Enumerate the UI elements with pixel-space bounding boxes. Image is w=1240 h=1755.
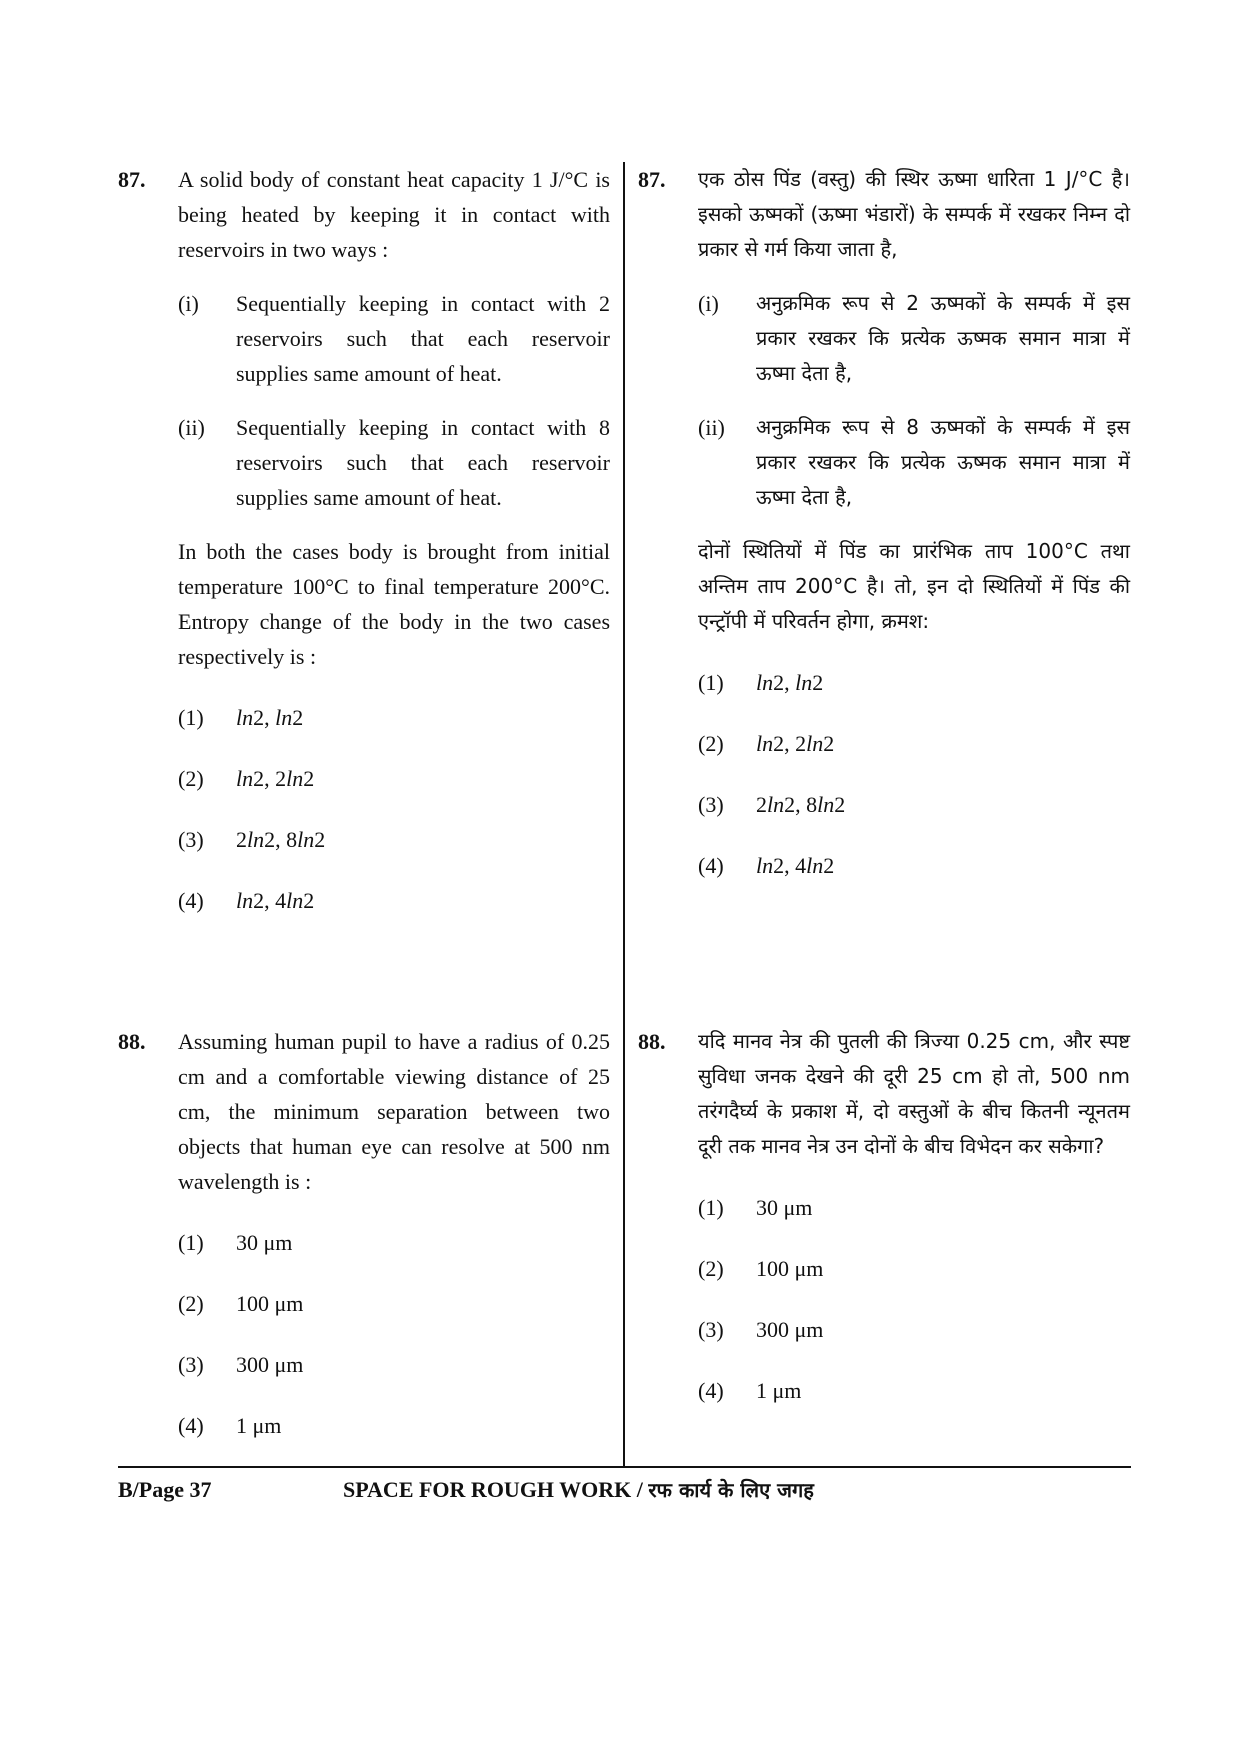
option-text: 1 μm xyxy=(756,1378,802,1403)
column-divider xyxy=(623,162,625,1467)
answer-option xyxy=(698,1312,1130,1347)
answer-option xyxy=(178,1408,610,1443)
option-tag: (2) xyxy=(698,731,724,756)
option-text: ln2, 2ln2 xyxy=(756,731,835,756)
case-tag: (i) xyxy=(698,291,719,316)
option-tag: (1) xyxy=(698,1195,724,1220)
case-item xyxy=(698,410,1130,515)
rough-work-label-en: SPACE FOR ROUGH WORK / xyxy=(343,1477,649,1502)
question-stem: Assuming human pupil to have a radius of 0.25 cm and a comfortable viewing distance of 25 cm, the minimum separation between two objects that human eye can resolve at 500 nm wavelength is : xyxy=(178,1029,610,1194)
case-item xyxy=(178,410,610,515)
case-text: अनुक्रमिक रूप से 2 ऊष्मकों के सम्पर्क में इस प्रकार रखकर कि प्रत्येक ऊष्मक समान मात्रा में ऊष्मा देता है, xyxy=(756,291,1130,385)
option-tag: (3) xyxy=(698,1317,724,1342)
question-stem: A solid body of constant heat capacity 1 J/°C is being heated by keeping it in contact with reservoirs in two ways : xyxy=(178,167,610,262)
question-number: 87. xyxy=(638,167,666,192)
option-tag: (2) xyxy=(178,766,204,791)
option-tag: (1) xyxy=(698,670,724,695)
case-text: Sequentially keeping in contact with 2 reservoirs such that each reservoir supplies same amount of heat. xyxy=(236,291,610,386)
question-88-en xyxy=(118,1024,610,1443)
option-text: 100 μm xyxy=(756,1256,824,1281)
option-text: 30 μm xyxy=(236,1230,293,1255)
answer-option xyxy=(178,700,610,735)
answer-option xyxy=(698,665,1130,700)
answer-option xyxy=(698,1190,1130,1225)
question-88-hi xyxy=(638,1024,1130,1408)
case-text: अनुक्रमिक रूप से 8 ऊष्मकों के सम्पर्क में इस प्रकार रखकर कि प्रत्येक ऊष्मक समान मात्रा में ऊष्मा देता है, xyxy=(756,415,1130,509)
option-tag: (3) xyxy=(698,792,724,817)
rough-work-label xyxy=(343,1475,814,1505)
answer-option xyxy=(698,1251,1130,1286)
option-tag: (1) xyxy=(178,1230,204,1255)
option-tag: (4) xyxy=(698,1378,724,1403)
question-stem: एक ठोस पिंड (वस्तु) की स्थिर ऊष्मा धारिता 1 J/°C है। इसको ऊष्मकों (ऊष्मा भंडारों) के सम्पर्क में रखकर निम्न दो प्रकार से गर्म किया जाता है, xyxy=(698,167,1130,261)
answer-option xyxy=(178,883,610,918)
option-text: 300 μm xyxy=(756,1317,824,1342)
page-number: B/Page 37 xyxy=(118,1477,212,1502)
option-text: 30 μm xyxy=(756,1195,813,1220)
option-tag: (4) xyxy=(178,888,204,913)
question-number: 88. xyxy=(638,1029,666,1054)
question-number: 87. xyxy=(118,167,146,192)
option-tag: (4) xyxy=(178,1413,204,1438)
option-tag: (2) xyxy=(698,1256,724,1281)
question-stem: यदि मानव नेत्र की पुतली की त्रिज्या 0.25 cm, और स्पष्ट सुविधा जनक देखने की दूरी 25 cm हो तो, 500 nm तरंगदैर्घ्य के प्रकाश में, दो वस्तुओं के बीच कितनी न्यूनतम दूरी तक मानव नेत्र उन दोनों के बीच विभेदन कर सकेगा? xyxy=(698,1029,1130,1158)
option-text: 100 μm xyxy=(236,1291,304,1316)
answer-option xyxy=(178,1347,610,1382)
question-number: 88. xyxy=(118,1029,146,1054)
option-text: ln2, 4ln2 xyxy=(236,888,315,913)
rough-work-label-hi: रफ कार्य के लिए जगह xyxy=(648,1478,814,1502)
option-text: ln2, 4ln2 xyxy=(756,853,835,878)
answer-option xyxy=(178,1286,610,1321)
footer-rule xyxy=(118,1466,1131,1468)
answer-option xyxy=(178,1225,610,1260)
option-text: 300 μm xyxy=(236,1352,304,1377)
option-tag: (1) xyxy=(178,705,204,730)
answer-option xyxy=(698,1373,1130,1408)
option-text: 1 μm xyxy=(236,1413,282,1438)
case-tag: (ii) xyxy=(698,415,725,440)
case-tag: (i) xyxy=(178,291,199,316)
option-tag: (2) xyxy=(178,1291,204,1316)
case-tag: (ii) xyxy=(178,415,205,440)
option-tag: (3) xyxy=(178,1352,204,1377)
option-tag: (4) xyxy=(698,853,724,878)
question-paragraph: In both the cases body is brought from initial temperature 100°C to final temperature 200°C. Entropy change of the body in the two cases respectively is : xyxy=(178,539,610,669)
option-tag: (3) xyxy=(178,827,204,852)
question-paragraph: दोनों स्थितियों में पिंड का प्रारंभिक ताप 100°C तथा अन्तिम ताप 200°C है। तो, इन दो स्थितियों में पिंड की एन्ट्रॉपी में परिवर्तन होगा, क्रमश: xyxy=(698,539,1130,633)
answer-option xyxy=(178,761,610,796)
case-item xyxy=(698,286,1130,391)
option-text: 2ln2, 8ln2 xyxy=(756,792,846,817)
question-87-en xyxy=(118,162,610,918)
answer-option xyxy=(698,848,1130,883)
option-text: ln2, ln2 xyxy=(756,670,824,695)
answer-option xyxy=(698,726,1130,761)
answer-option xyxy=(178,822,610,857)
option-text: ln2, ln2 xyxy=(236,705,304,730)
answer-option xyxy=(698,787,1130,822)
case-item xyxy=(178,286,610,391)
option-text: 2ln2, 8ln2 xyxy=(236,827,326,852)
case-text: Sequentially keeping in contact with 8 reservoirs such that each reservoir supplies same amount of heat. xyxy=(236,415,610,510)
question-87-hi xyxy=(638,162,1130,883)
option-text: ln2, 2ln2 xyxy=(236,766,315,791)
